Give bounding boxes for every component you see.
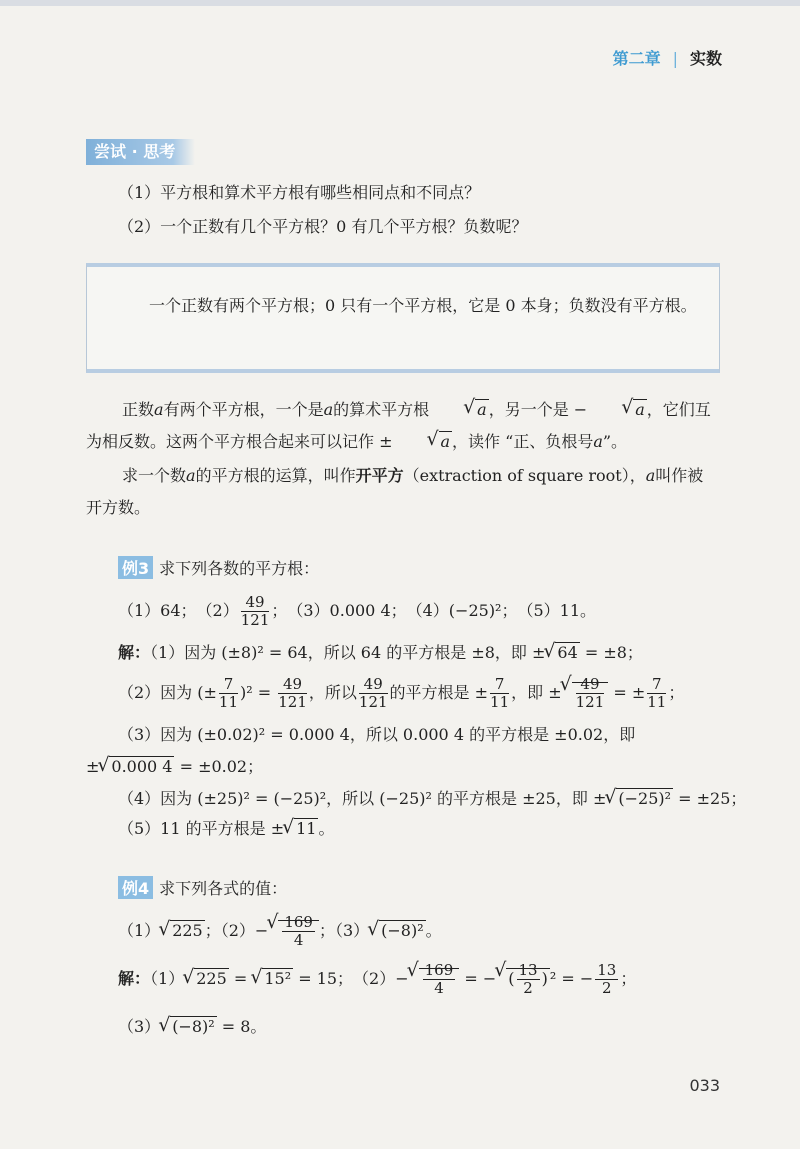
definition-text: 一个正数有两个平方根；0 只有一个平方根，它是 0 本身；负数没有平方根。 <box>149 296 697 315</box>
example-4-solution-1: 解：（1）√ 225 = √ 15² = 15； （2）− √ $\frac{169}{4}$ = −√ ( $\frac{13}{2}$ ) ² = − $\frac{13}{2}$ ； <box>118 962 636 997</box>
chapter-title: 第二章 <box>612 49 661 68</box>
definition-box <box>86 263 720 373</box>
example-3-title: 例3 求下列各数的平方根： <box>118 556 319 579</box>
example-3-solution-5: （5）11 的平方根是 ±√ 11 。 <box>118 816 335 839</box>
example-3-label: 例3 <box>118 556 153 579</box>
question-1: （1）平方根和算术平方根有哪些相同点和不同点？ <box>118 183 481 202</box>
question-2: （2）一个正数有几个平方根？0 有几个平方根？负数呢？ <box>118 217 528 236</box>
example-3-solution-1: 解：（1）因为 (±8)² = 64，所以 64 的平方根是 ±8，即 ±√ 64 = ±8； <box>118 640 643 663</box>
sqrt-a-pm: √ a <box>393 426 453 458</box>
example-4-items: （1）√ 225 ；（2）− √ $\frac{169}{4}$ ；（3）√ (−8)² 。 <box>118 914 442 949</box>
example-3-solution-2: （2）因为 (± $\frac{7}{11}$ )² = $\frac{49}{121}$ ，所以 $\frac{49}{121}$ 的平方根是 ± $\frac{7}{11}$ ，即 ± √ $\frac{49}{121}$ = ± $\frac{7}{11}$ ； <box>118 676 684 711</box>
top-edge <box>0 0 800 6</box>
term-square-root-extraction: 开平方 <box>355 466 404 485</box>
header-divider: | <box>672 49 678 68</box>
example-4-solution-3: （3）√ (−8)² = 8。 <box>118 1014 266 1037</box>
example-4-label: 例4 <box>118 876 153 899</box>
try-think-tag: 尝试 · 思考 <box>86 139 195 165</box>
sqrt-a-neg: √ a <box>587 394 647 426</box>
page-number: 033 <box>689 1076 720 1095</box>
example-3-solution-4: （4）因为 (±25)² = (−25)²，所以 (−25)² 的平方根是 ±25，即 ±√ (−25)² = ±25； <box>118 786 746 809</box>
section-title: 实数 <box>689 49 722 68</box>
chapter-header <box>613 46 722 69</box>
sqrt-a: √ a <box>429 394 489 426</box>
example-3-items: （1）64； （2） $\frac{49}{121}$ ； （3）0.000 4； （4）(−25)²； （5）11。 <box>118 593 597 629</box>
example-3-solution-3-cont: ±√ 0.000 4 = ±0.02； <box>86 754 263 777</box>
paragraph-1: 正数a有两个平方根，一个是a的算术平方根√ a ，另一个是 −√ a ，它们互为相反数。这两个平方根合起来可以记作 ±√ a ，读作 “正、负根号a”。 <box>86 394 718 458</box>
example-4-title: 例4 求下列各式的值： <box>118 876 287 899</box>
paragraph-2: 求一个数a的平方根的运算，叫作开平方（extraction of square root），a叫作被开方数。 <box>86 466 704 517</box>
example-3-solution-3: （3）因为 (±0.02)² = 0.000 4，所以 0.000 4 的平方根是 ±0.02，即 <box>118 725 636 744</box>
